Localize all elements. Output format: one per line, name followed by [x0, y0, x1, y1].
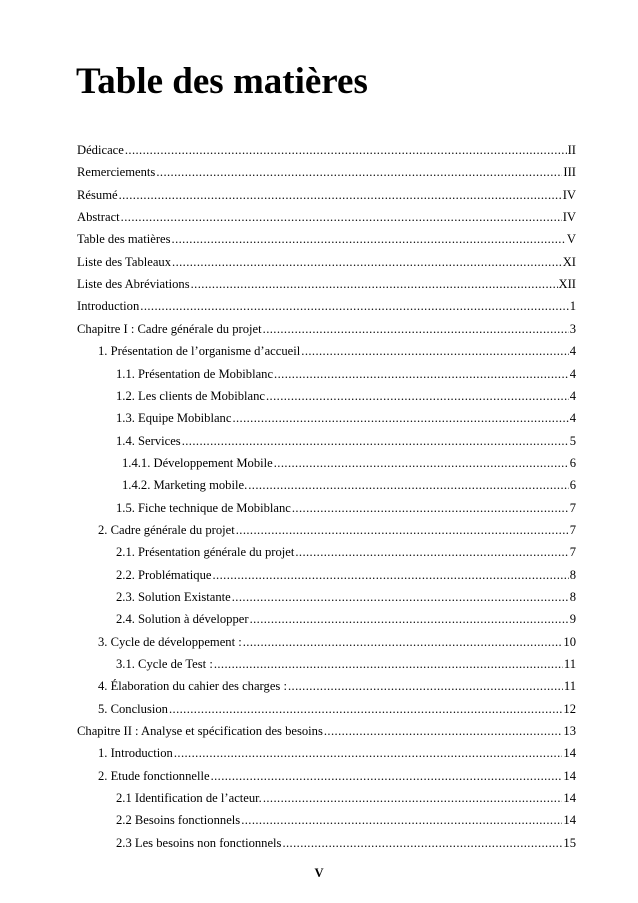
- dot-leader: [248, 477, 568, 493]
- toc-entry-conclusion[interactable]: [98, 701, 576, 717]
- toc-entry-page: V: [566, 232, 576, 246]
- dot-leader: [241, 812, 562, 828]
- dot-leader: [121, 209, 562, 225]
- toc-entry-page: 1: [569, 299, 576, 313]
- toc-entry-equipe-mobiblanc[interactable]: [116, 410, 576, 426]
- toc-entry-problematique[interactable]: [116, 567, 576, 583]
- toc-entry-label: Chapitre II : Analyse et spécification des besoins: [77, 724, 323, 738]
- toc-entry-page: 14: [563, 746, 576, 760]
- dot-leader: [263, 790, 563, 806]
- toc-entry-page: 11: [563, 679, 576, 693]
- toc-entry-page: 14: [563, 769, 576, 783]
- toc-entry-page: 8: [569, 590, 576, 604]
- dot-leader: [214, 656, 563, 672]
- dot-leader: [232, 410, 568, 426]
- toc-entry-solution-existante[interactable]: [116, 589, 576, 605]
- toc-entry-page: 14: [563, 813, 576, 827]
- dot-leader: [266, 388, 569, 404]
- toc-entry-page: 4: [569, 344, 576, 358]
- dot-leader: [172, 231, 566, 247]
- toc-entry-label: 3. Cycle de développement :: [98, 635, 242, 649]
- toc-entry-label: 2. Cadre générale du projet: [98, 523, 235, 537]
- toc-entry-label: 2.2. Problématique: [116, 568, 212, 582]
- toc-entry-label: Chapitre I : Cadre générale du projet: [77, 322, 262, 336]
- toc-entry-besoins-non-fonctionnels[interactable]: [116, 835, 576, 851]
- toc-entry-label: 1.4. Services: [116, 434, 181, 448]
- toc-entry-page: 11: [563, 657, 576, 671]
- toc-entry-introduction[interactable]: [77, 298, 576, 314]
- dot-leader: [236, 522, 569, 538]
- toc-entry-page: XI: [562, 255, 576, 269]
- toc-entry-label: 1.2. Les clients de Mobiblanc: [116, 389, 265, 403]
- toc-entry-page: 13: [563, 724, 576, 738]
- toc-entry-label: 2.4. Solution à développer: [116, 612, 249, 626]
- dot-leader: [119, 187, 562, 203]
- toc-entry-resume[interactable]: [77, 187, 576, 203]
- toc-entry-label: 2.1 Identification de l’acteur.: [116, 791, 262, 805]
- toc-entry-label: 2. Etude fonctionnelle: [98, 769, 210, 783]
- toc-entry-identification-acteur[interactable]: [116, 790, 576, 806]
- page-number: V: [314, 866, 324, 880]
- toc-entry-page: III: [563, 165, 576, 179]
- toc-entry-label: 2.3 Les besoins non fonctionnels: [116, 836, 282, 850]
- toc-entry-label: Remerciements: [77, 165, 156, 179]
- toc-entry-label: 4. Élaboration du cahier des charges :: [98, 679, 287, 693]
- toc-entry-page: IV: [562, 188, 576, 202]
- toc-entry-label: 1.4.2. Marketing mobile.: [122, 478, 248, 492]
- dot-leader: [174, 745, 563, 761]
- toc-entry-chapitre-2[interactable]: [77, 723, 576, 739]
- toc-entry-page: 7: [569, 545, 576, 559]
- toc-entry-cadre-generale[interactable]: [98, 522, 576, 538]
- toc-entry-presentation-projet[interactable]: [116, 544, 576, 560]
- dot-leader: [125, 142, 567, 158]
- toc-entry-fiche-technique[interactable]: [116, 500, 576, 516]
- toc-entry-etude-fonctionnelle[interactable]: [98, 768, 576, 784]
- dot-leader: [156, 164, 562, 180]
- toc-entry-label: 2.1. Présentation générale du projet: [116, 545, 295, 559]
- dot-leader: [324, 723, 563, 739]
- toc-entry-besoins-fonctionnels[interactable]: [116, 812, 576, 828]
- toc-entry-label: Table des matières: [77, 232, 171, 246]
- page-title: Table des matières: [76, 61, 368, 102]
- toc-entry-page: 9: [569, 612, 576, 626]
- toc-entry-label: Liste des Tableaux: [77, 255, 172, 269]
- toc-entry-page: 6: [569, 478, 576, 492]
- dot-leader: [232, 589, 569, 605]
- toc-entry-page: 12: [563, 702, 576, 716]
- toc-entry-introduction-2[interactable]: [98, 745, 576, 761]
- dot-leader: [301, 343, 568, 359]
- toc-entry-label: 1.4.1. Développement Mobile: [122, 456, 273, 470]
- toc-entry-liste-des-abreviations[interactable]: [77, 276, 576, 292]
- dot-leader: [169, 701, 562, 717]
- toc-entry-label: 1. Présentation de l’organisme d’accueil: [98, 344, 301, 358]
- dot-leader: [182, 433, 569, 449]
- toc-entry-page: 7: [569, 501, 576, 515]
- toc-entry-cycle-de-test[interactable]: [116, 656, 576, 672]
- toc-entry-page: II: [567, 143, 576, 157]
- toc-entry-page: 6: [569, 456, 576, 470]
- toc-entry-abstract[interactable]: [77, 209, 576, 225]
- dot-leader: [213, 567, 569, 583]
- toc-entry-table-des-matieres[interactable]: [77, 231, 576, 247]
- toc-entry-solution-a-developper[interactable]: [116, 611, 576, 627]
- toc-entry-label: 3.1. Cycle de Test :: [116, 657, 213, 671]
- toc-entry-marketing-mobile[interactable]: [122, 477, 576, 493]
- toc-entry-label: Résumé: [77, 188, 118, 202]
- toc-entry-liste-des-tableaux[interactable]: [77, 254, 576, 270]
- toc-entry-page: 5: [569, 434, 576, 448]
- dot-leader: [172, 254, 562, 270]
- dot-leader: [250, 611, 569, 627]
- toc-entry-clients-mobiblanc[interactable]: [116, 388, 576, 404]
- toc-entry-chapitre-1[interactable]: [77, 321, 576, 337]
- toc-entry-page: 8: [569, 568, 576, 582]
- dot-leader: [295, 544, 568, 560]
- toc-entry-page: IV: [562, 210, 576, 224]
- dot-leader: [282, 835, 562, 851]
- toc-entry-label: Introduction: [77, 299, 140, 313]
- toc-entry-page: 10: [563, 635, 576, 649]
- toc-entry-cycle-developpement[interactable]: [98, 634, 576, 650]
- toc-entry-label: 1.3. Equipe Mobiblanc: [116, 411, 232, 425]
- toc-entry-developpement-mobile[interactable]: [122, 455, 576, 471]
- toc-entry-label: 1. Introduction: [98, 746, 173, 760]
- toc-entry-page: 4: [569, 411, 576, 425]
- toc-entry-elaboration-cahier[interactable]: [98, 678, 576, 694]
- dot-leader: [243, 634, 563, 650]
- dot-leader: [292, 500, 569, 516]
- toc-entry-page: 4: [569, 389, 576, 403]
- toc-entry-label: 1.5. Fiche technique de Mobiblanc: [116, 501, 291, 515]
- toc-entry-page: 15: [563, 836, 576, 850]
- toc-entry-label: 2.3. Solution Existante: [116, 590, 231, 604]
- toc-entry-page: 14: [563, 791, 576, 805]
- dot-leader: [191, 276, 558, 292]
- toc-entry-dedicace[interactable]: [77, 142, 576, 158]
- toc-entry-page: XII: [558, 277, 576, 291]
- toc-entry-presentation-mobiblanc[interactable]: [116, 366, 576, 382]
- toc-entry-label: Abstract: [77, 210, 120, 224]
- toc-entry-services[interactable]: [116, 433, 576, 449]
- toc-entry-label: Liste des Abréviations: [77, 277, 190, 291]
- toc-entry-label: 2.2 Besoins fonctionnels: [116, 813, 241, 827]
- dot-leader: [274, 366, 569, 382]
- dot-leader: [211, 768, 563, 784]
- dot-leader: [288, 678, 563, 694]
- dot-leader: [263, 321, 569, 337]
- toc-entry-label: Dédicace: [77, 143, 124, 157]
- dot-leader: [274, 455, 569, 471]
- toc-entry-page: 7: [569, 523, 576, 537]
- toc-entry-page: 4: [569, 367, 576, 381]
- dot-leader: [140, 298, 568, 314]
- toc-entry-presentation-organisme[interactable]: [98, 343, 576, 359]
- toc-entry-label: 1.1. Présentation de Mobiblanc: [116, 367, 274, 381]
- toc-entry-page: 3: [569, 322, 576, 336]
- toc-entry-label: 5. Conclusion: [98, 702, 168, 716]
- toc-entry-remerciements[interactable]: [77, 164, 576, 180]
